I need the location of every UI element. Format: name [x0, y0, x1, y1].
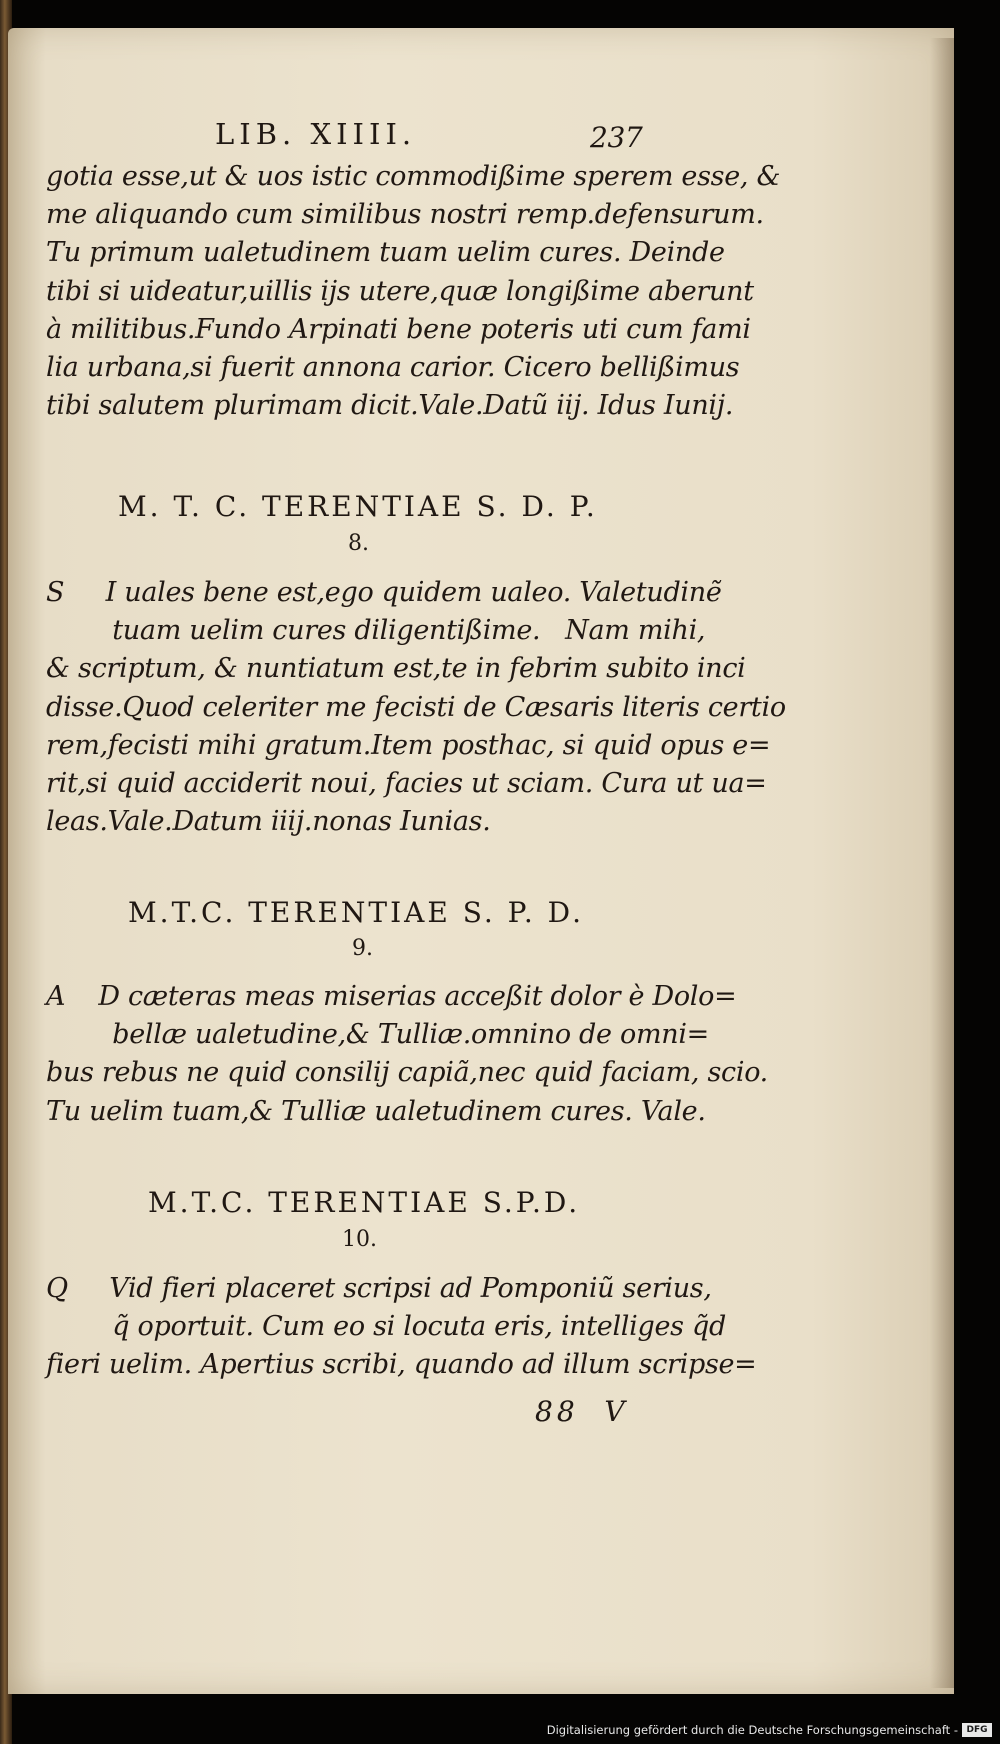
text-line: A D cæteras meas miserias acceßit dolor è Dolo=: [46, 981, 737, 1012]
text-line: S I uales bene est,ego quidem ualeo. Valetudinẽ: [46, 577, 722, 608]
letter-9-body: [46, 978, 768, 1131]
letter-10-number: 10.: [342, 1227, 377, 1252]
funding-credit: Digitalisierung gefördert durch die Deutsche Forschungsgemeinschaft -: [546, 1723, 958, 1737]
text-line: tibi si uideatur,uillis ijs utere,quæ longißime aberunt: [46, 275, 754, 307]
page-number: 237: [590, 121, 643, 154]
text-line: q̃ oportuit. Cum eo si locuta eris, intelliges q̃d: [46, 1311, 726, 1343]
letter-8-body: [46, 574, 786, 841]
letter-10-heading: M.T.C. TERENTIAE S.P.D.: [148, 1186, 581, 1219]
text-line: disse.Quod celeriter me fecisti de Cæsaris literis certio: [46, 691, 786, 723]
text-line: rem,fecisti mihi gratum.Item posthac, si quid opus e=: [46, 729, 771, 761]
text-line: bellæ ualetudine,& Tulliæ.omnino de omni=: [46, 1019, 710, 1051]
text-line: bus rebus ne quid consilij capiã,nec quid faciam, scio.: [46, 1057, 768, 1089]
text-line: me aliquando cum similibus nostri remp.defensurum.: [46, 199, 764, 231]
text-line: leas.Vale.Datum iiij.nonas Iunias.: [46, 806, 491, 838]
text-line: tuam uelim cures diligentißime. Nam mihi,: [46, 615, 706, 647]
text-line: fieri uelim. Apertius scribi, quando ad illum scripse=: [46, 1349, 757, 1381]
text-line: lia urbana,si fuerit annona carior. Cicero bellißimus: [46, 351, 740, 383]
dfg-logo-icon: DFG: [962, 1723, 992, 1737]
running-header-title: LIB. XIIII.: [215, 117, 417, 151]
signature-mark: 88 V: [535, 1395, 629, 1428]
text-line: gotia esse,ut & uos istic commodißime sperem esse, &: [46, 161, 781, 192]
text-line: Tu uelim tuam,& Tulliæ ualetudinem cures. Vale.: [46, 1095, 706, 1127]
text-line: à militibus.Fundo Arpinati bene poteris uti cum fami: [46, 313, 751, 345]
page-edge-shadow: [930, 38, 954, 1688]
text-line: rit,si quid acciderit noui, facies ut sciam. Cura ut ua=: [46, 767, 767, 799]
digitization-footer: [0, 1718, 1000, 1744]
letter-8-number: 8.: [348, 531, 369, 556]
text-line: & scriptum, & nuntiatum est,te in febrim subito inci: [46, 653, 746, 685]
letter-10-body: [46, 1270, 757, 1385]
text-line: tibi salutem plurimam dicit.Vale.Datũ iij. Idus Iunij.: [46, 390, 734, 422]
text-line: Tu primum ualetudinem tuam uelim cures. Deinde: [46, 237, 725, 269]
letter-9-number: 9.: [352, 936, 373, 961]
letter-8-heading: M. T. C. TERENTIAE S. D. P.: [118, 490, 598, 523]
letter-9-heading: M.T.C. TERENTIAE S. P. D.: [128, 896, 584, 929]
letter-7-body: [46, 158, 780, 425]
text-line: Q Vid fieri placeret scripsi ad Pomponiũ serius,: [46, 1273, 712, 1304]
